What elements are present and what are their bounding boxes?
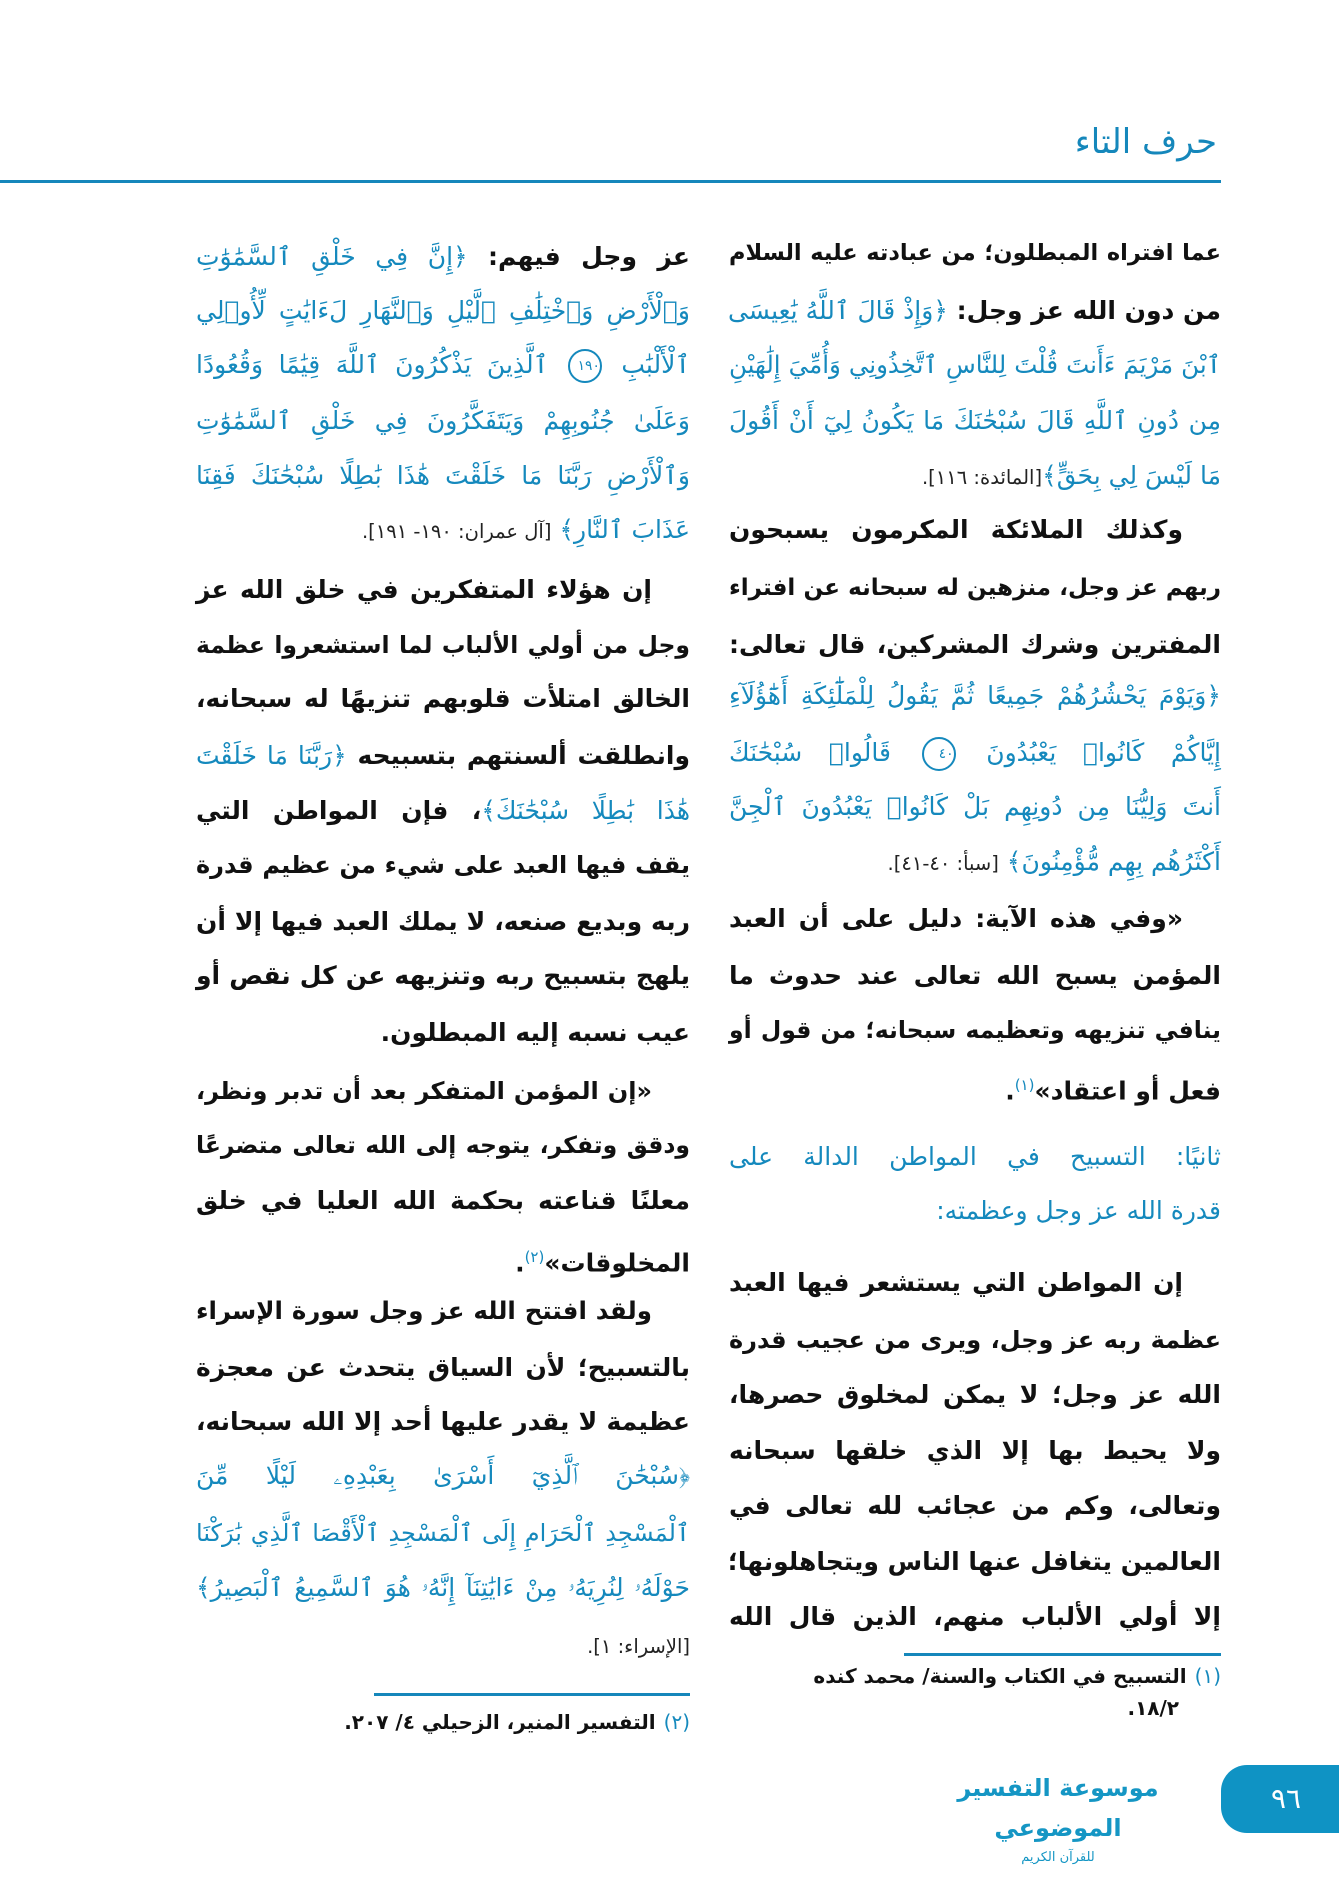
body-text: المفترين وشرك المشركين، قال تعالى: — [729, 630, 1221, 659]
text-line — [729, 396, 1221, 446]
body-text: المخلوقات» — [544, 1248, 690, 1278]
body-text: معلنًا قناعته بحكمة الله العليا في خلق — [196, 1186, 690, 1215]
text-line — [729, 1258, 1221, 1308]
chapter-title: حرف التاء — [1074, 122, 1217, 162]
ayah-number-marker: ٤٠ — [922, 737, 956, 771]
body-text: من دون الله عز وجل: — [947, 296, 1221, 325]
quran-verse: إِيَّاكُمْ كَانُوا۟ يَعْبُدُونَ — [986, 738, 1221, 767]
text-line — [196, 1563, 690, 1613]
text-line — [196, 1343, 690, 1393]
text-line — [729, 1537, 1221, 1587]
body-text: ودقق وتفكر، يتوجه إلى الله تعالى متضرعًا — [196, 1131, 690, 1159]
logo-title: موسوعة التفسير الموضوعي — [957, 1774, 1159, 1842]
text-line — [196, 674, 690, 724]
encyclopedia-logo — [934, 1768, 1182, 1865]
text-line — [729, 782, 1221, 832]
text-line — [196, 286, 690, 336]
text-line — [729, 1370, 1221, 1420]
body-text: . — [515, 1248, 525, 1278]
footnote-marker[interactable]: (٢) — [524, 1248, 545, 1266]
body-text: يقف فيها العبد على شيء من عظيم قدرة — [196, 851, 690, 879]
logo-subtitle: للقرآن الكريم — [1021, 1850, 1095, 1865]
text-line — [729, 620, 1221, 670]
quran-verse: عَذَابَ ٱلنَّارِ﴾ — [551, 515, 690, 544]
text-line — [196, 1397, 690, 1447]
text-line — [729, 1315, 1221, 1365]
quran-verse: أَنتَ وَلِيُّنَا مِن دُونِهِم بَلْ كَانُوا۟ يَعْبُدُونَ ٱلْجِنَّ — [729, 792, 1221, 821]
text-line — [729, 1060, 1221, 1110]
quran-verse: ٱلْمَسْجِدِ ٱلْحَرَامِ إِلَى ٱلْمَسْجِدِ ٱلْأَقْصَا ٱلَّذِي بَٰرَكْنَا — [196, 1519, 690, 1547]
body-text: ولقد افتتح الله عز وجل سورة الإسراء — [196, 1296, 652, 1325]
quran-verse: ﴿إِنَّ فِي خَلْقِ ٱلسَّمَٰوَٰتِ — [196, 242, 468, 271]
text-line — [196, 620, 690, 670]
quran-verse: مَا لَيْسَ لِي بِحَقٍّ﴾ — [1042, 461, 1221, 490]
body-text: عظيمة لا يقدر عليها أحد إلا الله سبحانه، — [196, 1407, 690, 1436]
body-text: ولا يحيط بها إلا الذي خلقها سبحانه — [729, 1436, 1221, 1465]
quran-verse: وَعَلَىٰ جُنُوبِهِمْ وَيَتَفَكَّرُونَ فِي خَلْقِ ٱلسَّمَٰوَٰتِ — [196, 406, 690, 435]
verse-reference: [الإسراء: ١]. — [587, 1635, 690, 1658]
text-line — [729, 1426, 1221, 1476]
quran-verse: مِن دُونِ ٱللَّهِ قَالَ سُبْحَٰنَكَ مَا يَكُونُ لِيٓ أَنْ أَقُولَ — [729, 406, 1221, 435]
footnote-number: (٢) — [663, 1710, 690, 1734]
quran-verse: ٱبْنَ مَرْيَمَ ءَأَنتَ قُلْتَ لِلنَّاسِ ٱتَّخِذُونِي وَأُمِّيَ إِلَٰهَيْنِ — [729, 350, 1221, 379]
page-number: ٩٦ — [1221, 1765, 1339, 1833]
ayah-number-marker: ١٩٠ — [568, 349, 602, 383]
body-text: عظمة ربه عز وجل، ويرى من عجيب قدرة — [729, 1326, 1221, 1354]
quran-verse: أَكْثَرُهُم بِهِم مُّؤْمِنُونَ﴾ — [998, 847, 1221, 876]
body-text: فعل أو اعتقاد» — [1034, 1076, 1221, 1106]
body-text: الله عز وجل؛ لا يمكن لمخلوق حصرها، — [729, 1380, 1221, 1409]
text-line — [196, 340, 690, 390]
text-line — [196, 1451, 690, 1501]
body-text: عما افتراه المبطلون؛ من عبادته عليه السلام — [729, 240, 1221, 266]
footnote-1 — [813, 1664, 1221, 1688]
text-line — [729, 340, 1221, 390]
text-line — [196, 951, 690, 1001]
text-line — [196, 1176, 690, 1226]
text-line — [196, 731, 690, 781]
body-text: وكذلك الملائكة المكرمون يسبحون — [729, 515, 1183, 544]
text-line — [196, 1508, 690, 1558]
footnote-text: ١٨/٢. — [1127, 1696, 1179, 1720]
text-line — [729, 1005, 1221, 1055]
right-column — [729, 0, 1221, 1700]
text-line — [729, 837, 1221, 887]
quran-verse: حَوْلَهُۥ لِنُرِيَهُۥ مِنْ ءَايَٰتِنَآ إِنَّهُۥ هُوَ ٱلسَّمِيعُ ٱلْبَصِيرُ﴾ — [196, 1573, 690, 1602]
body-text: المؤمن يسبح الله تعالى عند حدوث ما — [729, 961, 1221, 990]
text-line — [196, 1620, 690, 1670]
text-line — [729, 286, 1221, 336]
text-line — [729, 228, 1221, 278]
quran-verse: قَالُوا۟ سُبْحَٰنَكَ — [729, 738, 891, 767]
footnote-text: التفسير المنير، الزحيلي ٤/ ٢٠٧. — [344, 1710, 656, 1734]
body-text: إلا أولي الألباب منهم، الذين قال الله — [729, 1602, 1221, 1631]
text-line — [196, 1232, 690, 1282]
body-text: العالمين يتغافل عنها الناس ويتجاهلونها؛ — [727, 1547, 1221, 1576]
text-line — [196, 1066, 690, 1116]
body-text: الخالق امتلأت قلوبهم تنزيهًا له سبحانه، — [196, 684, 690, 713]
text-line — [196, 1008, 690, 1058]
quran-verse: ﴿سُبْحَٰنَ ٱلَّذِيٓ أَسْرَىٰ بِعَبْدِهِۦ لَيْلًا مِّنَ — [196, 1461, 690, 1490]
text-line — [729, 894, 1221, 944]
text-line — [196, 565, 690, 615]
body-text: ثانيًا: التسبيح في المواطن الدالة على — [729, 1142, 1221, 1171]
quran-verse: ﴿وَيَوْمَ يَحْشُرُهُمْ جَمِيعًا ثُمَّ يَقُولُ لِلْمَلَٰٓئِكَةِ أَهَٰٓؤُلَآءِ — [729, 681, 1221, 710]
text-line — [196, 451, 690, 501]
body-text: بالتسبيح؛ لأن السياق يتحدث عن معجزة — [196, 1353, 690, 1382]
text-line — [196, 840, 690, 890]
text-line — [196, 897, 690, 947]
footnote-2 — [344, 1710, 690, 1734]
section-heading-line — [729, 1186, 1221, 1236]
body-text: ربهم عز وجل، منزهين له سبحانه عن افتراء — [729, 575, 1221, 601]
body-text: ، فإن المواطن التي — [196, 796, 482, 825]
quran-verse: هَٰذَا بَٰطِلًا سُبْحَٰنَكَ﴾ — [481, 796, 691, 825]
quran-verse: وَٱلْأَرْضِ رَبَّنَا مَا خَلَقْتَ هَٰذَا بَٰطِلًا سُبْحَٰنَكَ فَقِنَا — [196, 461, 690, 490]
footnote-1-continued — [1127, 1696, 1179, 1720]
text-line — [196, 786, 690, 836]
quran-verse: وَٱلْأَرْضِ وَٱخْتِلَٰفِ ٱلَّيْلِ وَٱلنَّهَارِ لَءَايَٰتٍ لِّأُو۟لِي — [196, 296, 690, 325]
body-text: وانطلقت ألسنتهم بتسبيحه — [346, 741, 690, 770]
text-line — [729, 728, 1221, 778]
footnote-text: التسبيح في الكتاب والسنة/ محمد كنده — [813, 1664, 1187, 1688]
text-line — [729, 1592, 1221, 1642]
body-text: إن هؤلاء المتفكرين في خلق الله عز — [196, 575, 652, 604]
body-text: ينافي تنزيهه وتعظيمه سبحانه؛ من قول أو — [729, 1016, 1221, 1044]
body-text: يلهج بتسبيح ربه وتنزيهه عن كل نقص أو — [196, 961, 690, 990]
text-line — [729, 671, 1221, 721]
quran-verse: ٱلْأَلْبَٰبِ — [621, 350, 690, 379]
body-text: «وفي هذه الآية: دليل على أن العبد — [729, 904, 1183, 933]
text-line — [196, 505, 690, 555]
verse-reference: [المائدة: ١١٦]. — [921, 466, 1043, 489]
footnote-number: (١) — [1194, 1664, 1221, 1688]
footnote-separator-right — [904, 1653, 1221, 1656]
body-text: إن المواطن التي يستشعر فيها العبد — [729, 1268, 1183, 1297]
quran-verse: ﴿رَبَّنَا مَا خَلَقْتَ — [196, 741, 347, 770]
body-text: وتعالى، وكم من عجائب لله تعالى في — [729, 1491, 1221, 1520]
verse-reference: [سبأ: ٤٠-٤١]. — [887, 852, 999, 875]
quran-verse: ٱلَّذِينَ يَذْكُرُونَ ٱللَّهَ قِيَٰمًا وَقُعُودًا — [196, 350, 549, 379]
text-line — [196, 232, 690, 282]
text-line — [196, 1286, 690, 1336]
left-column — [196, 0, 690, 1700]
body-text: ربه وبديع صنعه، لا يملك العبد فيها إلا أن — [196, 907, 690, 936]
text-line — [729, 563, 1221, 613]
section-heading-line — [729, 1132, 1221, 1182]
text-line — [729, 951, 1221, 1001]
body-text: عيب نسبه إليه المبطلون. — [380, 1018, 690, 1047]
body-text: قدرة الله عز وجل وعظمته: — [936, 1196, 1221, 1225]
footnote-marker[interactable]: (١) — [1014, 1076, 1035, 1094]
text-line — [729, 1481, 1221, 1531]
text-line — [196, 396, 690, 446]
text-line — [729, 505, 1221, 555]
text-line — [196, 1120, 690, 1170]
footnote-separator-left — [374, 1693, 690, 1696]
body-text: عز وجل فيهم: — [467, 242, 690, 271]
body-text: «إن المؤمن المتفكر بعد أن تدبر ونظر، — [196, 1077, 652, 1105]
quran-verse: ﴿وَإِذْ قَالَ ٱللَّهُ يَٰعِيسَى — [727, 296, 948, 325]
text-line — [729, 451, 1221, 501]
verse-reference: [آل عمران: ١٩٠- ١٩١]. — [361, 520, 552, 543]
body-text: وجل من أولي الألباب لما استشعروا عظمة — [196, 631, 690, 659]
body-text: . — [1005, 1076, 1015, 1106]
